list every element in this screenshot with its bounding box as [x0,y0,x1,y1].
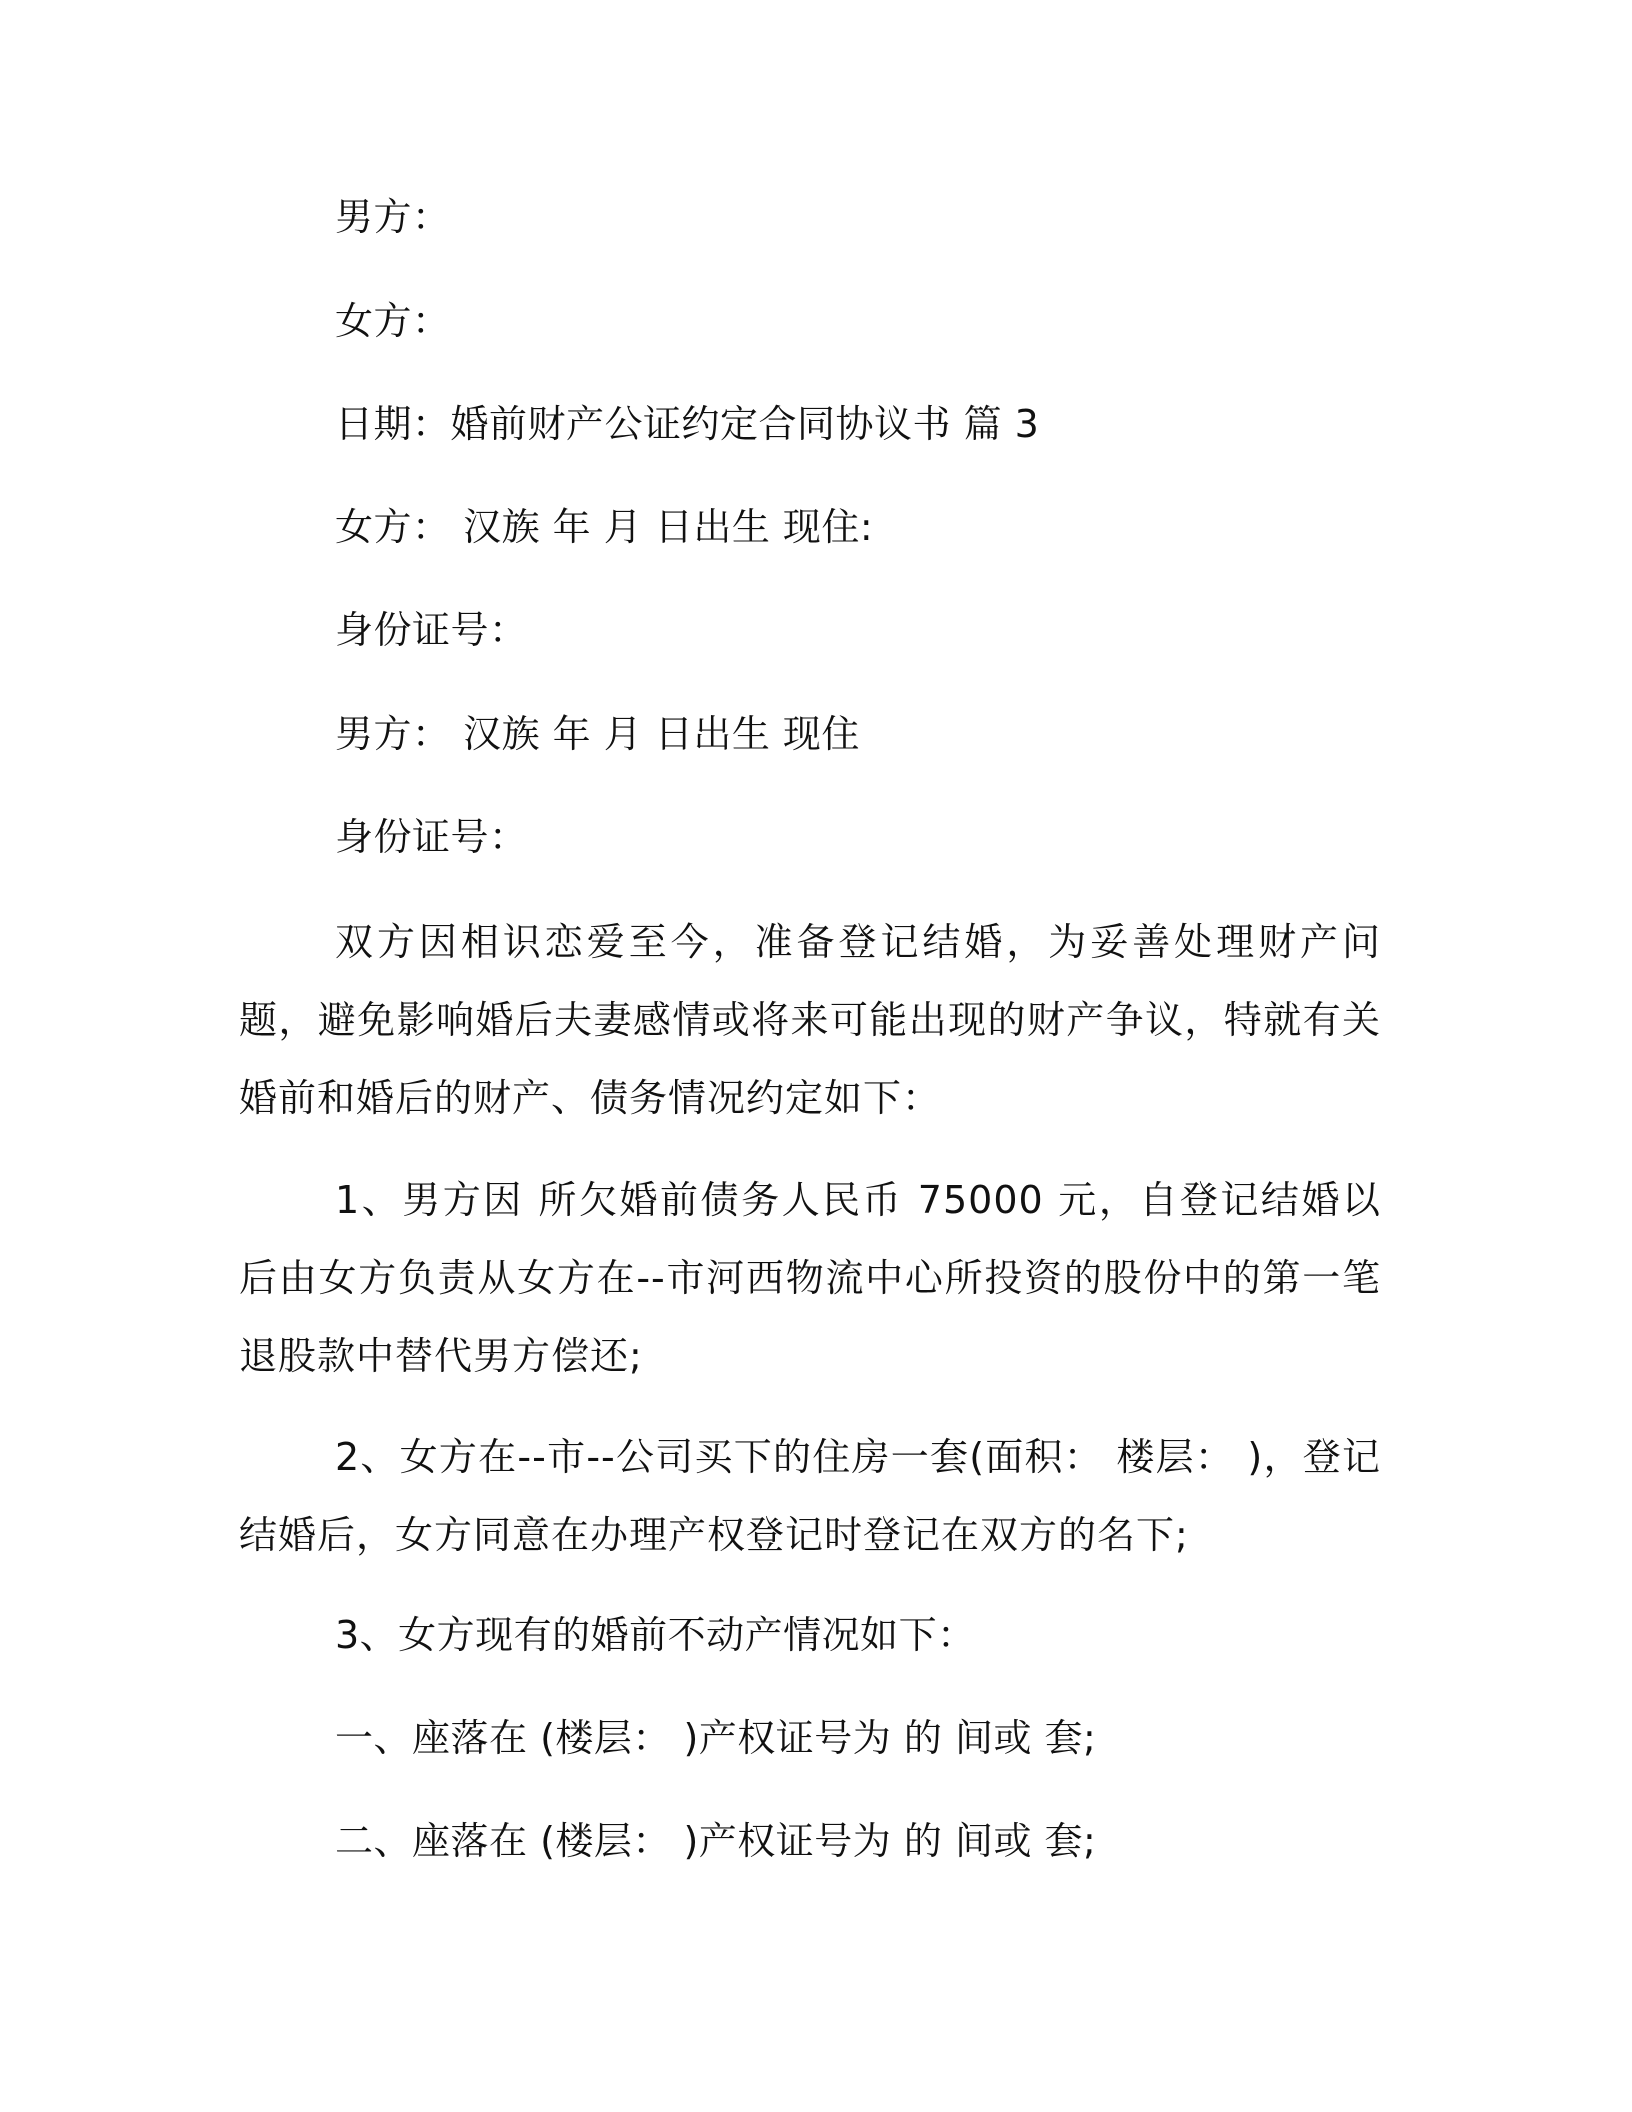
clause-1-paragraph: 1、男方因 所欠婚前债务人民币 75000 元，自登记结婚以后由女方负责从女方在--市河西物流中心所投资的股份中的第一笔退股款中替代男方偿还; [239,1178,1381,1378]
female-info-line: 女方： 汉族 年 月 日出生 现住: [335,505,874,549]
clause-3-heading: 3、女方现有的婚前不动产情况如下： [335,1613,976,1657]
property-item-2: 二、座落在 (楼层： )产权证号为 的 间或 套; [335,1819,1097,1863]
clause-2-paragraph: 2、女方在--市--公司买下的住房一套(面积： 楼层： )，登记结婚后，女方同意在办理产权登记时登记在双方的名下; [239,1435,1381,1557]
preamble-paragraph: 双方因相识恋爱至今，准备登记结婚，为妥善处理财产问题，避免影响婚后夫妻感情或将来可能出现的财产争议，特就有关婚前和婚后的财产、债务情况约定如下： [239,920,1381,1120]
female-party-line: 女方： [335,299,451,343]
female-id-line: 身份证号： [335,608,528,652]
date-title-line: 日期：婚前财产公证约定合同协议书 篇 3 [335,402,1040,446]
male-party-line: 男方： [335,195,451,239]
male-info-line: 男方： 汉族 年 月 日出生 现住 [335,712,860,756]
male-id-line: 身份证号： [335,815,528,859]
property-item-1: 一、座落在 (楼层： )产权证号为 的 间或 套; [335,1716,1097,1760]
